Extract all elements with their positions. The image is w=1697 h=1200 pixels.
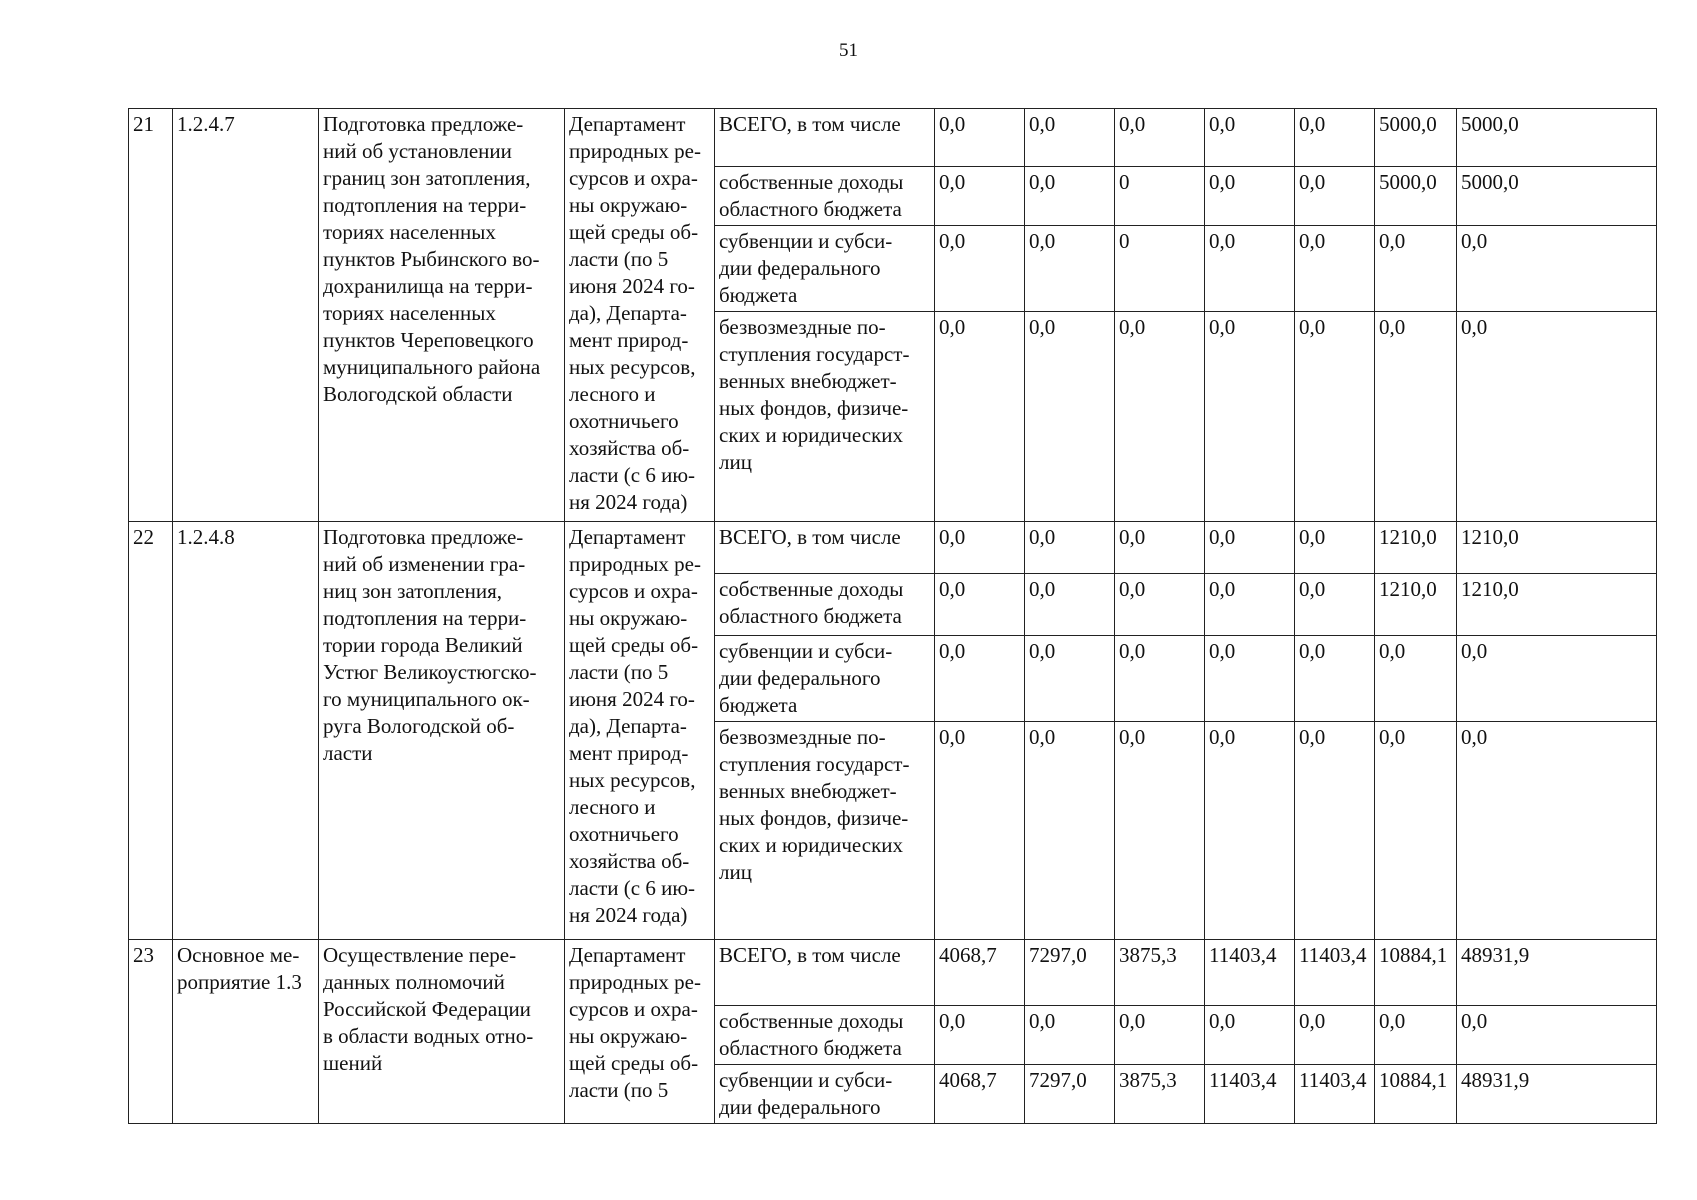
funding-source: собственные доходы областного бюджета (715, 574, 935, 636)
value-cell: 0,0 (1375, 226, 1457, 312)
value-cell: 0,0 (1295, 574, 1375, 636)
value-cell: 0,0 (1295, 1006, 1375, 1065)
value-cell: 0,0 (1115, 522, 1205, 574)
executor: Департамент природных ре- сурсов и охра- ны окружаю- щей среды об- ласти (по 5 (565, 940, 715, 1124)
value-cell: 0,0 (1205, 167, 1295, 226)
value-cell: 0,0 (1295, 522, 1375, 574)
value-cell: 0,0 (1025, 226, 1115, 312)
value-cell: 3875,3 (1115, 1065, 1205, 1124)
value-cell: 0,0 (1375, 636, 1457, 722)
value-cell: 0,0 (1205, 574, 1295, 636)
value-cell: 0,0 (1295, 167, 1375, 226)
funding-source: субвенции и субси- дии федерального бюджета (715, 226, 935, 312)
measure-name: Подготовка предложе- ний об установлении границ зон затопления, подтопления на терри- ториях населенных пунктов Рыбинского во- дохранилища на терри- ториях населенных пунктов Череповецкого муниципального района Вологодской области (319, 109, 565, 522)
funding-source: субвенции и субси- дии федерального бюджета (715, 636, 935, 722)
value-cell: 0,0 (1205, 109, 1295, 167)
value-cell: 0,0 (935, 722, 1025, 940)
value-cell: 0,0 (1115, 636, 1205, 722)
value-cell: 1210,0 (1375, 522, 1457, 574)
value-cell: 0 (1115, 226, 1205, 312)
value-cell: 0,0 (1025, 636, 1115, 722)
value-cell: 0,0 (1025, 109, 1115, 167)
value-cell: 0,0 (1457, 722, 1657, 940)
value-cell: 3875,3 (1115, 940, 1205, 1006)
value-cell: 7297,0 (1025, 940, 1115, 1006)
value-cell: 10884,1 (1375, 940, 1457, 1006)
value-cell: 0,0 (935, 522, 1025, 574)
value-cell: 0,0 (1025, 312, 1115, 522)
executor: Департамент природных ре- сурсов и охра- ны окружаю- щей среды об- ласти (по 5 июня 2024 го- да), Департа- мент природ- ных ресурсов, лесного и охотничьего хозяйства об- ласти (с 6 ию- ня 2024 года) (565, 522, 715, 940)
value-cell: 0,0 (1457, 636, 1657, 722)
value-cell: 0,0 (1205, 1006, 1295, 1065)
value-cell: 11403,4 (1295, 1065, 1375, 1124)
value-cell: 0,0 (1205, 722, 1295, 940)
measure-code: 1.2.4.7 (173, 109, 319, 522)
table-row (129, 109, 1657, 167)
value-cell: 5000,0 (1375, 109, 1457, 167)
funding-source: ВСЕГО, в том числе (715, 940, 935, 1006)
value-cell: 0,0 (1457, 1006, 1657, 1065)
value-cell: 0,0 (1295, 636, 1375, 722)
measure-name: Осуществление пере- данных полномочий Российской Федерации в области водных отно- шений (319, 940, 565, 1124)
value-cell: 5000,0 (1375, 167, 1457, 226)
value-cell: 0,0 (1457, 312, 1657, 522)
table-row (129, 522, 1657, 574)
funding-source: ВСЕГО, в том числе (715, 109, 935, 167)
value-cell: 0,0 (1295, 312, 1375, 522)
value-cell: 1210,0 (1457, 574, 1657, 636)
measure-code: 1.2.4.8 (173, 522, 319, 940)
value-cell: 0,0 (1375, 312, 1457, 522)
value-cell: 0,0 (935, 226, 1025, 312)
page-number: 51 (839, 40, 858, 61)
funding-source: безвозмездные по- ступления государст- венных внебюджет- ных фондов, физиче- ских и юридических лиц (715, 312, 935, 522)
row-number: 23 (129, 940, 173, 1124)
value-cell: 0,0 (1025, 167, 1115, 226)
executor: Департамент природных ре- сурсов и охра- ны окружаю- щей среды об- ласти (по 5 июня 2024 го- да), Департа- мент природ- ных ресурсов, лесного и охотничьего хозяйства об- ласти (с 6 ию- ня 2024 года) (565, 109, 715, 522)
value-cell: 0,0 (1375, 722, 1457, 940)
value-cell: 0,0 (1295, 109, 1375, 167)
value-cell: 4068,7 (935, 940, 1025, 1006)
value-cell: 4068,7 (935, 1065, 1025, 1124)
value-cell: 0,0 (1295, 226, 1375, 312)
value-cell: 0,0 (1115, 312, 1205, 522)
value-cell: 0,0 (1375, 1006, 1457, 1065)
value-cell: 0,0 (1295, 722, 1375, 940)
value-cell: 0,0 (1115, 722, 1205, 940)
value-cell: 48931,9 (1457, 940, 1657, 1006)
value-cell: 0,0 (1025, 522, 1115, 574)
funding-source: безвозмездные по- ступления государст- венных внебюджет- ных фондов, физиче- ских и юридических лиц (715, 722, 935, 940)
value-cell: 1210,0 (1457, 522, 1657, 574)
value-cell: 0,0 (935, 312, 1025, 522)
funding-source: субвенции и субси- дии федерального (715, 1065, 935, 1124)
funding-source: собственные доходы областного бюджета (715, 1006, 935, 1065)
value-cell: 10884,1 (1375, 1065, 1457, 1124)
value-cell: 48931,9 (1457, 1065, 1657, 1124)
value-cell: 0,0 (1115, 574, 1205, 636)
value-cell: 1210,0 (1375, 574, 1457, 636)
value-cell: 0,0 (1115, 109, 1205, 167)
value-cell: 0,0 (935, 574, 1025, 636)
row-number: 21 (129, 109, 173, 522)
value-cell: 0,0 (1205, 636, 1295, 722)
value-cell: 11403,4 (1295, 940, 1375, 1006)
value-cell: 5000,0 (1457, 167, 1657, 226)
row-number: 22 (129, 522, 173, 940)
value-cell: 0,0 (1457, 226, 1657, 312)
value-cell: 0,0 (1205, 522, 1295, 574)
measure-name: Подготовка предложе- ний об изменении гра- ниц зон затопления, подтопления на терри- тории города Великий Устюг Великоустюгско- го муниципального ок- руга Вологодской об- ласти (319, 522, 565, 940)
value-cell: 5000,0 (1457, 109, 1657, 167)
funding-source: ВСЕГО, в том числе (715, 522, 935, 574)
value-cell: 0,0 (1025, 722, 1115, 940)
value-cell: 7297,0 (1025, 1065, 1115, 1124)
value-cell: 0,0 (1025, 574, 1115, 636)
value-cell: 0,0 (1025, 1006, 1115, 1065)
value-cell: 0,0 (935, 109, 1025, 167)
value-cell: 0 (1115, 167, 1205, 226)
budget-table (128, 108, 1657, 1124)
value-cell: 0,0 (1205, 312, 1295, 522)
funding-source: собственные доходы областного бюджета (715, 167, 935, 226)
measure-code: Основное ме- роприятие 1.3 (173, 940, 319, 1124)
value-cell: 0,0 (935, 1006, 1025, 1065)
table-row (129, 940, 1657, 1006)
value-cell: 11403,4 (1205, 940, 1295, 1006)
value-cell: 11403,4 (1205, 1065, 1295, 1124)
value-cell: 0,0 (1115, 1006, 1205, 1065)
value-cell: 0,0 (1205, 226, 1295, 312)
value-cell: 0,0 (935, 636, 1025, 722)
value-cell: 0,0 (935, 167, 1025, 226)
